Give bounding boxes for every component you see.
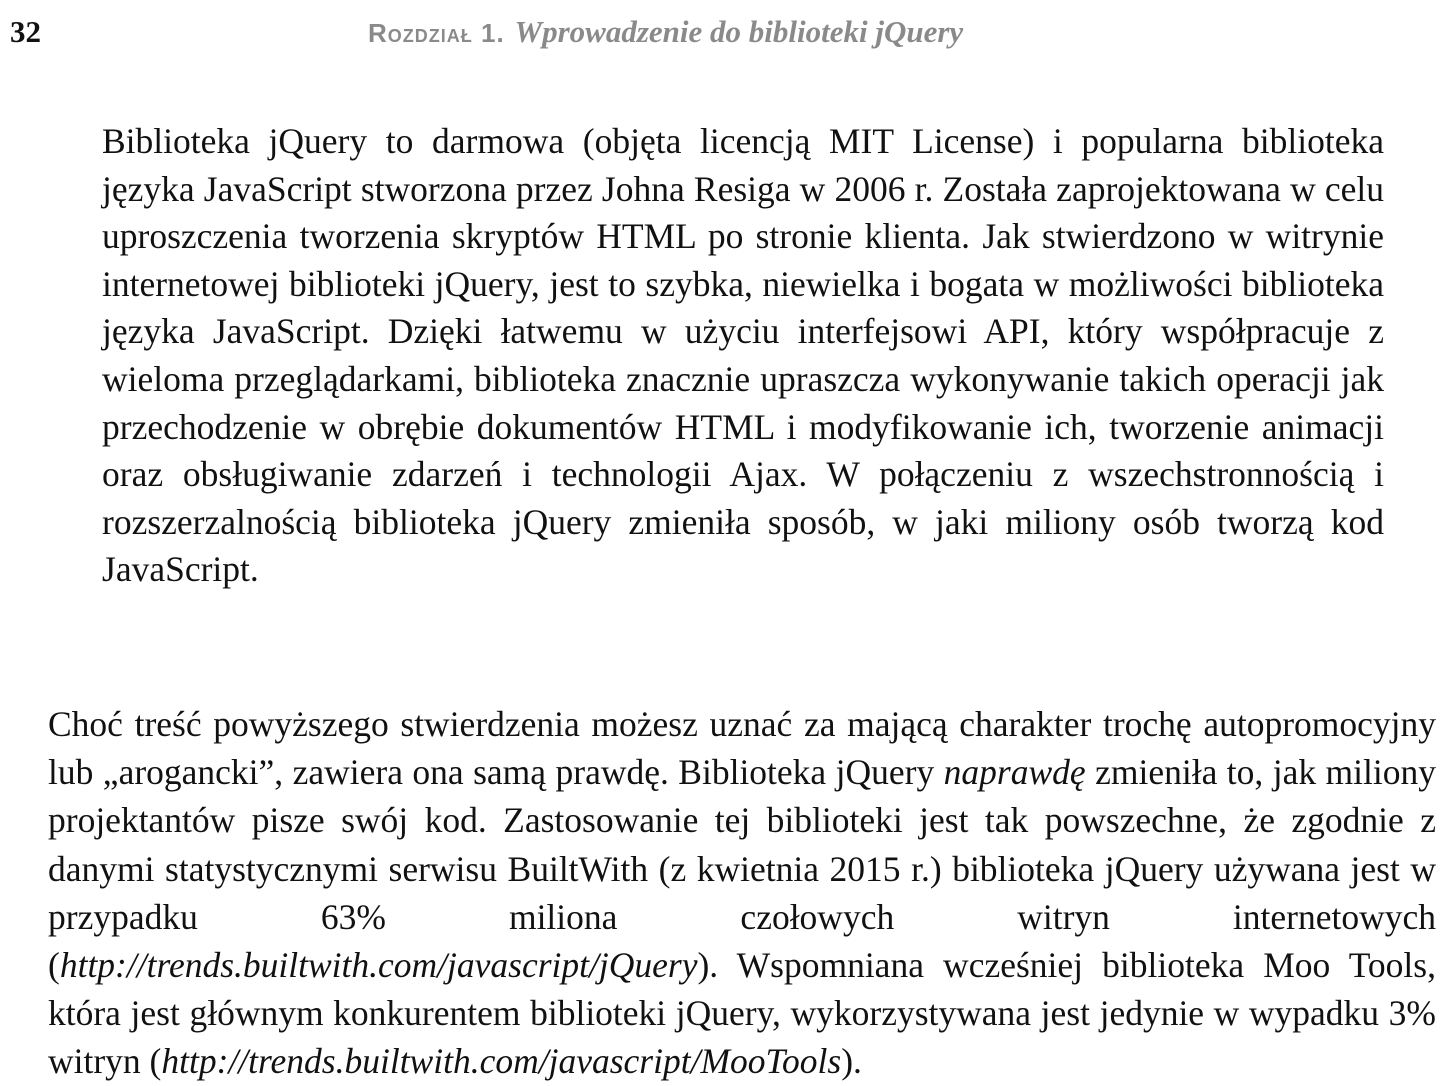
- body-text-4: ).: [841, 1041, 862, 1082]
- page-number: 32: [10, 14, 41, 49]
- body-text-1: Choć treść powyższego stwierdzenia możesz uznać za mającą charakter trochę autopromocyjny lub „arogancki”, zawiera ona samą prawdę. Biblioteka jQuery: [48, 704, 1436, 793]
- body-text-3: ). Wspomniana wcześniej biblioteka Moo Tools, która jest głównym konkurentem biblioteki jQuery, wykorzystywana jest jedynie w wypadku 3% witryn (: [48, 945, 1436, 1082]
- chapter-label: Rozdział 1.: [368, 18, 505, 48]
- url-jquery-stats: http://trends.builtwith.com/javascript/jQuery: [59, 945, 698, 986]
- emphasis-text: naprawdę: [943, 752, 1086, 793]
- chapter-title: Wprowadzenie do biblioteki jQuery: [514, 14, 964, 49]
- running-header: [368, 14, 963, 51]
- body-text-2: zmieniła to, jak miliony projektantów pisze swój kod. Zastosowanie tej biblioteki jest tak powszechne, że zgodnie z danymi statystycznymi serwisu BuiltWith (z kwietnia 2015 r.) biblioteka jQuery używana jest w przypadku 63% miliona czołowych witryn internetowych (: [48, 752, 1436, 986]
- url-mootools-stats: http://trends.builtwith.com/javascript/MooTools: [161, 1041, 842, 1082]
- body-paragraph: [48, 700, 1436, 1086]
- block-quote: Biblioteka jQuery to darmowa (objęta licencją MIT License) i popularna biblioteka języka JavaScript stworzona przez Johna Resiga w 2006 r. Została zaprojektowana w celu uproszczenia tworzenia skryptów HTML po stronie klienta. Jak stwierdzono w witrynie internetowej biblioteki jQuery, jest to szybka, niewielka i bogata w możliwości biblioteka języka JavaScript. Dzięki łatwemu w użyciu interfejsowi API, który współpracuje z wieloma przeglądarkami, biblioteka znacznie upraszcza wykonywanie takich operacji jak przechodzenie w obrębie dokumentów HTML i modyfikowanie ich, tworzenie animacji oraz obsługiwanie zdarzeń i technologii Ajax. W połączeniu z wszechstronnością i rozszerzalnością biblioteka jQuery zmieniła sposób, w jaki miliony osób tworzą kod JavaScript.: [102, 121, 1384, 590]
